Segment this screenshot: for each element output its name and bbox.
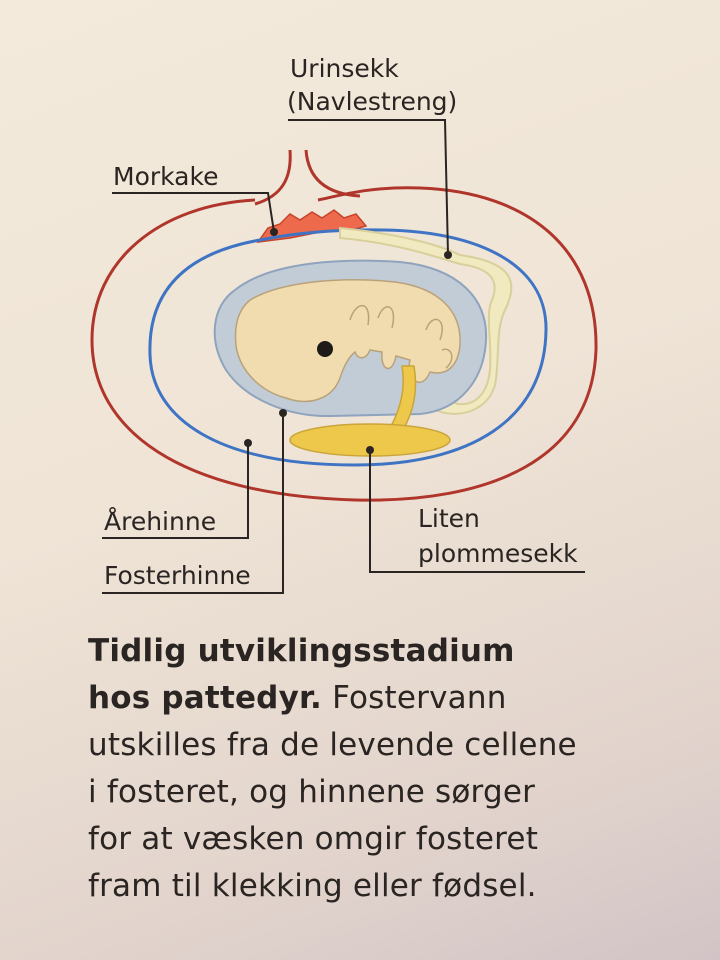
figure-caption	[88, 628, 648, 910]
caption-line-6: fram til klekking eller fødsel.	[88, 868, 537, 904]
caption-line-1	[88, 628, 648, 675]
dot-urinsekk	[444, 251, 452, 259]
caption-line-2	[88, 675, 648, 722]
label-fosterhinne: Fosterhinne	[104, 561, 251, 590]
caption-title-1: Tidlig utviklingsstadium	[88, 633, 515, 669]
label-plommesekk: plommesekk	[418, 539, 578, 568]
caption-title-2: hos pattedyr.	[88, 680, 323, 716]
dot-plommesekk	[366, 446, 374, 454]
label-liten: Liten	[418, 504, 480, 533]
caption-line-4: i fosteret, og hinnene sørger	[88, 774, 536, 810]
dot-arehinne	[244, 439, 252, 447]
dot-fosterhinne	[279, 409, 287, 417]
caption-line-5: for at væsken omgir fosteret	[88, 821, 539, 857]
umbilical-stalk	[255, 150, 360, 204]
label-navlestreng: (Navlestreng)	[287, 87, 458, 116]
label-arehinne: Årehinne	[104, 507, 217, 536]
embryo-eye	[317, 341, 333, 357]
label-urinsekk: Urinsekk	[290, 54, 399, 83]
label-morkake: Morkake	[113, 162, 219, 191]
dot-morkake	[270, 228, 278, 236]
caption-text-2: Fostervann	[322, 680, 507, 716]
caption-line-3: utskilles fra de levende cellene	[88, 727, 577, 763]
